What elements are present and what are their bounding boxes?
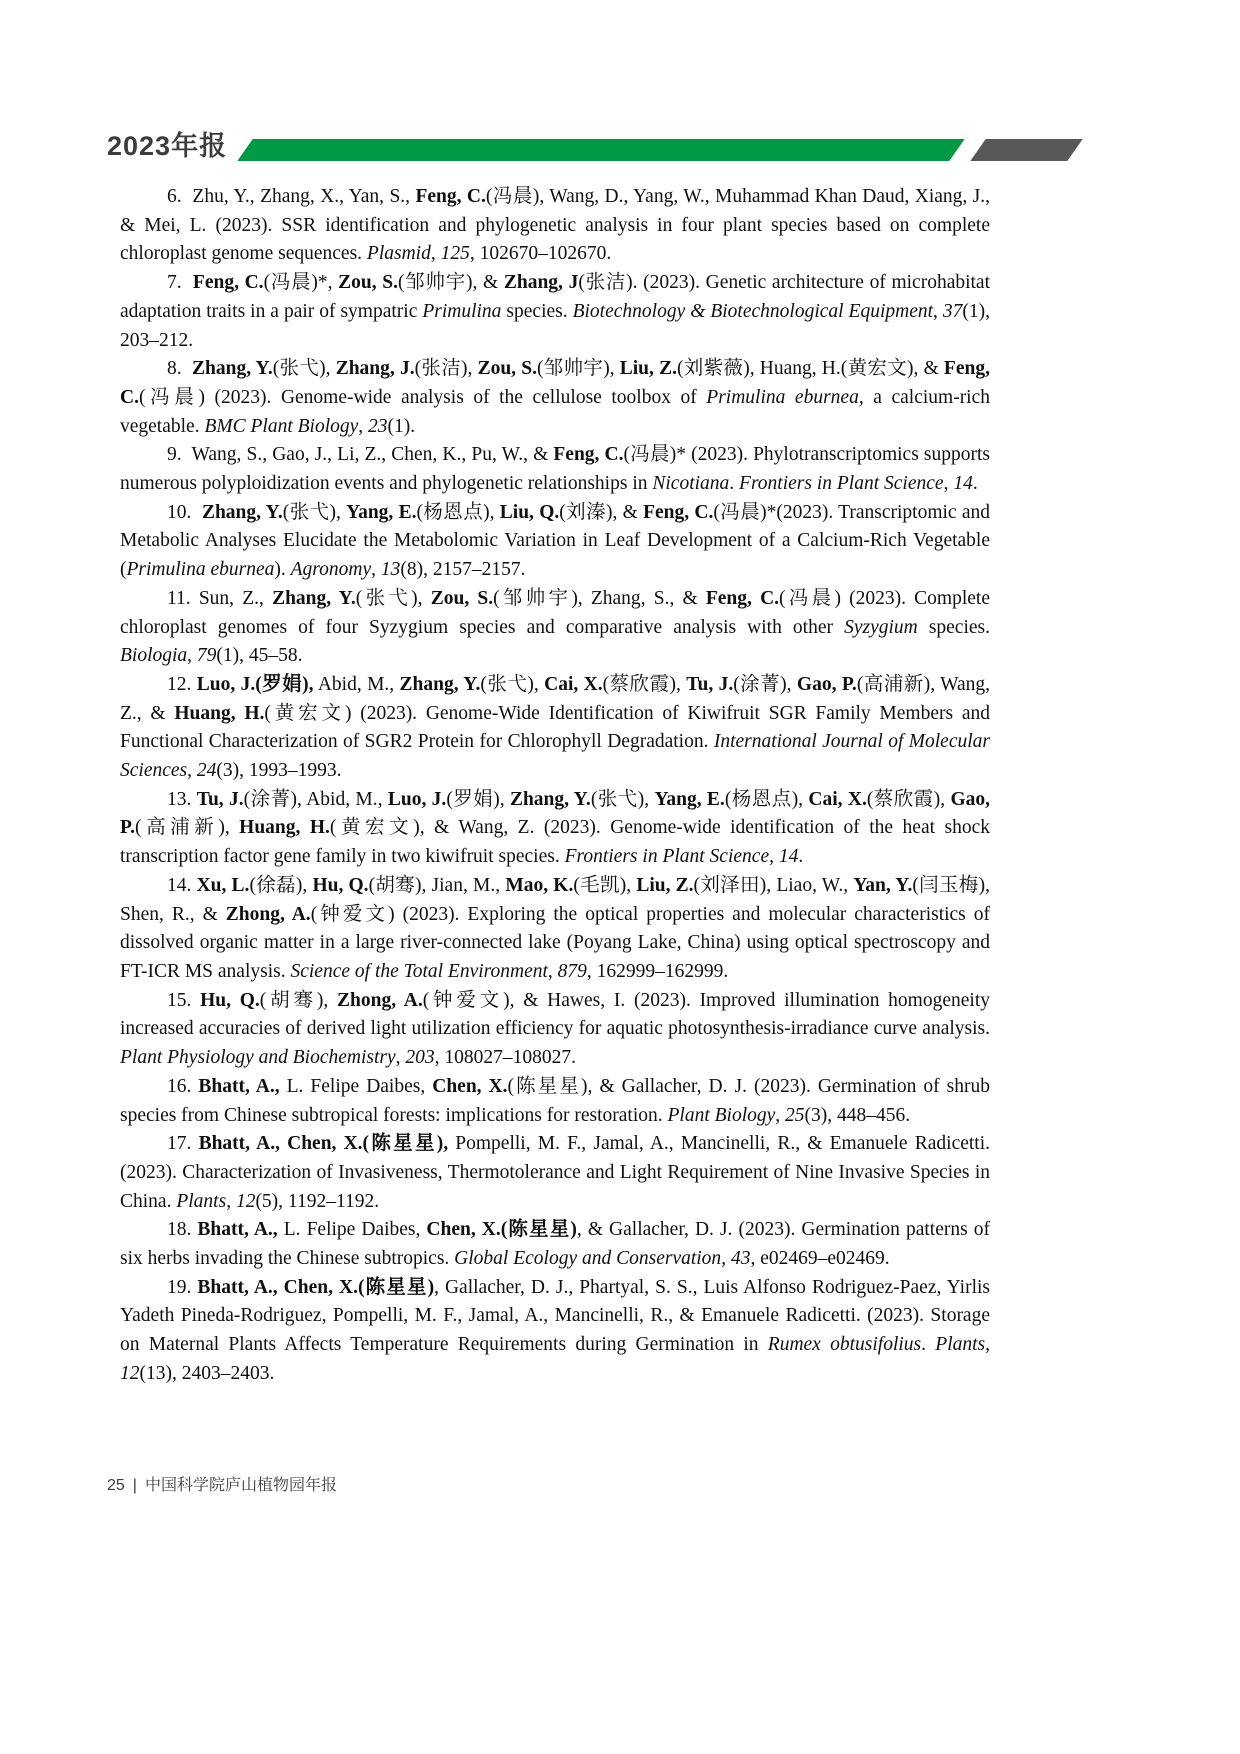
reference-item bbox=[120, 355, 990, 441]
reference-item bbox=[120, 585, 990, 671]
text-run: (冯晨) (2023). Complete chloroplast genomes of four Syzygium species and comparative analysis with other bbox=[120, 587, 990, 638]
text-run: (3), 448–456. bbox=[804, 1104, 911, 1126]
text-run: 14. bbox=[167, 874, 197, 896]
reference-item bbox=[120, 671, 990, 786]
text-run: Global Ecology and Conservation bbox=[454, 1248, 722, 1270]
text-run: (13), 2403–2403. bbox=[139, 1362, 275, 1384]
text-run: , bbox=[721, 1248, 731, 1270]
text-run: Hu, Q. bbox=[312, 874, 369, 896]
text-run: Zhang, Y. bbox=[272, 587, 356, 609]
reference-item bbox=[120, 872, 990, 987]
text-run: Feng, C. bbox=[415, 186, 486, 207]
text-run: Xu, L. bbox=[196, 874, 250, 896]
text-run: , bbox=[547, 960, 558, 982]
text-run: 13. bbox=[167, 788, 197, 810]
header-green-band bbox=[237, 139, 964, 161]
text-run: (蔡欣霞), bbox=[602, 673, 687, 695]
text-run: Syzygium bbox=[844, 616, 918, 638]
text-run: Gao, P. bbox=[120, 788, 990, 839]
text-run: Luo, J.(罗娟), bbox=[196, 673, 314, 695]
text-run: Yang, E. bbox=[654, 788, 725, 810]
text-run: (张洁), bbox=[414, 358, 478, 380]
text-run: (高浦新), bbox=[135, 817, 240, 839]
text-run: 12 bbox=[235, 1190, 256, 1212]
text-run: Zou, S. bbox=[338, 272, 398, 294]
text-run: Plants bbox=[935, 1334, 986, 1356]
reference-item bbox=[120, 1274, 990, 1389]
text-run: 17. bbox=[167, 1133, 199, 1155]
text-run: Rumex obtusifolius bbox=[767, 1334, 922, 1356]
text-run: (5), 1192–1192. bbox=[255, 1190, 380, 1212]
text-run: . bbox=[921, 1334, 936, 1356]
footer-separator: | bbox=[132, 1477, 137, 1494]
text-run: ). bbox=[274, 559, 291, 581]
reference-item bbox=[120, 441, 990, 498]
text-run: (杨恩点), bbox=[724, 788, 809, 810]
text-run: 879 bbox=[557, 960, 587, 982]
text-run: (胡骞), bbox=[259, 989, 337, 1011]
text-run: (钟爱文) (2023). Exploring the optical properties and molecular characteristics of dissolved organic matter in a large river-connected lake (Poyang Lake, China) using optical spectroscopy and FT-ICR MS analysis. bbox=[120, 903, 990, 982]
text-run: (刘紫薇), Huang, H.(黄宏文), & bbox=[676, 358, 944, 380]
reference-item bbox=[120, 1073, 990, 1130]
text-run: (冯晨)* (2023). Phylotranscriptomics supports numerous polyploidization events and phylogenetic relationships in bbox=[120, 444, 991, 495]
text-run: , bbox=[943, 473, 954, 495]
text-run: Zhang, Y. bbox=[201, 501, 283, 523]
text-run: 19. bbox=[167, 1276, 198, 1298]
text-run: (冯晨), Wang, D., Yang, W., Muhammad Khan Daud, Xiang, J., & Mei, L. (2023). SSR identification and phylogenetic analysis in four plant species based on complete chloroplast genome sequences. bbox=[120, 186, 990, 265]
page-number: 25 bbox=[107, 1477, 125, 1494]
reference-item bbox=[120, 499, 990, 585]
text-run: , bbox=[371, 559, 381, 581]
text-run: (蔡欣霞), bbox=[866, 788, 951, 810]
text-run: Zhong, A. bbox=[225, 903, 311, 925]
text-run: (邹帅宇), & bbox=[397, 272, 504, 294]
text-run: Primulina eburnea bbox=[126, 559, 275, 581]
text-run: (毛凯), bbox=[573, 874, 637, 896]
text-run: (刘泽田), Liao, W., bbox=[693, 874, 854, 896]
text-run: , 162999–162999. bbox=[586, 960, 729, 982]
text-run: (张弋), bbox=[590, 788, 655, 810]
text-run: Chen, X.(陈星星) bbox=[426, 1219, 577, 1241]
text-run: Agronomy bbox=[290, 559, 372, 581]
text-run: Abid, M., bbox=[313, 673, 400, 695]
text-run: (邹帅宇), Zhang, S., & bbox=[493, 587, 706, 609]
text-run: Science of the Total Environment bbox=[290, 960, 548, 982]
text-run: , e02469–e02469. bbox=[750, 1248, 890, 1270]
text-run: (1), 203–212. bbox=[120, 300, 991, 351]
text-run: Huang, H. bbox=[239, 817, 330, 839]
text-run: Liu, Z. bbox=[619, 358, 677, 380]
text-run: Chen, X. bbox=[432, 1075, 508, 1097]
text-run: (闫玉梅), Shen, R., & bbox=[120, 874, 990, 925]
text-run: , bbox=[933, 300, 943, 322]
text-run: Tu, J. bbox=[196, 788, 244, 810]
text-run: species. bbox=[917, 616, 991, 638]
text-run: 9. Wang, S., Gao, J., Li, Z., Chen, K., Pu, W., & bbox=[167, 444, 554, 466]
text-run: 12 bbox=[120, 1362, 140, 1384]
text-run: 13 bbox=[380, 559, 401, 581]
text-run: , bbox=[769, 846, 779, 868]
text-run: 14 bbox=[953, 473, 973, 495]
text-run: , bbox=[187, 645, 197, 667]
text-run: Zhang, J bbox=[503, 272, 579, 294]
reference-item bbox=[120, 1216, 990, 1273]
text-run: , 108027–108027. bbox=[434, 1047, 577, 1069]
text-run: Bhatt, A., Chen, X.(陈星星) bbox=[197, 1276, 435, 1298]
footer-title: 中国科学院庐山植物园年报 bbox=[144, 1477, 337, 1494]
text-run: 79 bbox=[196, 645, 217, 667]
text-run: (8), 2157–2157. bbox=[400, 559, 526, 581]
text-run: Bhatt, A., Chen, X.(陈星星), bbox=[198, 1133, 449, 1155]
text-run: , 102670–102670. bbox=[469, 243, 612, 265]
text-run: (张弋), bbox=[480, 673, 545, 695]
text-run: Bhatt, A., bbox=[197, 1219, 278, 1241]
text-run: (冯晨)*, bbox=[263, 272, 339, 294]
text-run: (1). bbox=[387, 415, 416, 437]
text-run: (张弋), bbox=[355, 587, 431, 609]
text-run: Feng, C. bbox=[643, 501, 714, 523]
text-run: , bbox=[358, 415, 369, 437]
text-run: 18. bbox=[167, 1219, 198, 1241]
text-run: Luo, J. bbox=[387, 788, 447, 810]
text-run: BMC Plant Biology bbox=[204, 415, 359, 437]
text-run: Feng, C. bbox=[120, 358, 990, 408]
text-run: (高浦新), Wang, Z., & bbox=[120, 673, 991, 724]
text-run: (钟爱文), & Hawes, I. (2023). Improved illumination homogeneity increased accuracies of derived light utilization efficiency for aquatic photosynthesis-irradiance curve analysis. bbox=[120, 989, 990, 1040]
text-run: Pompelli, M. F., Jamal, A., Mancinelli, R., & Emanuele Radicetti. (2023). Characterization of Invasiveness, Thermotolerance and Light Requirement of Nine Invasive Species in China. bbox=[120, 1133, 991, 1212]
text-run: 11. Sun, Z., bbox=[167, 587, 273, 609]
text-run: 14 bbox=[778, 846, 799, 868]
text-run: a calcium-rich vegetable. bbox=[120, 386, 991, 437]
text-run: . bbox=[972, 473, 978, 495]
text-run: Zhang, Y. bbox=[399, 673, 481, 695]
text-run: , bbox=[985, 1334, 990, 1356]
text-run: , & Gallacher, D. J. (2023). Germination patterns of six herbs invading the Chinese subtropics. bbox=[120, 1219, 990, 1270]
text-run: 16. bbox=[167, 1075, 199, 1097]
reference-item bbox=[120, 269, 990, 355]
text-run: (黄宏文), & Wang, Z. (2023). Genome-wide identification of the heat shock transcription factor gene family in two kiwifruit species. bbox=[120, 817, 990, 868]
reference-list bbox=[120, 183, 990, 1389]
text-run: Nicotiana bbox=[652, 473, 730, 495]
text-run: 7. bbox=[167, 272, 193, 294]
text-run: 15. bbox=[167, 989, 201, 1011]
text-run: (张洁). (2023). Genetic architecture of microhabitat adaptation traits in a pair of sympatric bbox=[120, 272, 991, 322]
text-run: Liu, Q. bbox=[499, 501, 560, 523]
text-run: , bbox=[430, 243, 441, 265]
text-run: (杨恩点), bbox=[416, 501, 500, 523]
text-run: Biologia bbox=[120, 645, 188, 667]
text-run: Primulina eburnea, bbox=[706, 386, 864, 408]
text-run: International Journal of Molecular Sciences bbox=[120, 731, 990, 782]
text-run: Zhang, Y. bbox=[192, 358, 273, 380]
text-run: (张弋), bbox=[282, 501, 347, 523]
text-run: , bbox=[187, 760, 197, 782]
text-run: Yang, E. bbox=[346, 501, 417, 523]
text-run: (涂菁), Abid, M., bbox=[243, 788, 388, 810]
text-run: , bbox=[775, 1104, 786, 1126]
text-run: Biotechnology & Biotechnological Equipment bbox=[572, 300, 934, 322]
text-run: (邹帅宇), bbox=[536, 358, 620, 380]
text-run: (徐磊), bbox=[249, 874, 313, 896]
text-run: (涂菁), bbox=[733, 673, 797, 695]
text-run: 12. bbox=[167, 673, 197, 695]
text-run: Zhang, J. bbox=[335, 358, 415, 380]
text-run: 6. Zhu, Y., Zhang, X., Yan, S., bbox=[167, 186, 416, 207]
text-run: , Gallacher, D. J., Phartyal, S. S., Luis Alfonso Rodriguez-Paez, Yirlis Yadeth Pineda-Rodriguez, Pompelli, M. F., Jamal, A., Mancinelli, R., & Emanuele Radicetti. (2023). Storage on Maternal Plants Affects Temperature Requirements during Germination in bbox=[120, 1276, 991, 1356]
text-run: Frontiers in Plant Science bbox=[739, 473, 944, 495]
header-gray-band bbox=[970, 139, 1082, 161]
text-run: 10. bbox=[167, 501, 202, 523]
text-run: 23 bbox=[368, 415, 388, 437]
text-run: species. bbox=[501, 300, 573, 322]
text-run: . bbox=[798, 846, 804, 868]
text-run: (张弋), bbox=[272, 358, 336, 380]
text-run: 25 bbox=[785, 1104, 805, 1126]
reference-item bbox=[120, 987, 990, 1073]
text-run: Primulina bbox=[422, 300, 502, 322]
text-run: (刘溱), & bbox=[559, 501, 644, 523]
reference-item bbox=[120, 1130, 990, 1216]
text-run: Bhatt, A., bbox=[198, 1075, 280, 1097]
text-run: Feng, C. bbox=[192, 272, 264, 294]
text-run: Gao, P. bbox=[796, 673, 857, 695]
text-run: , bbox=[395, 1047, 406, 1069]
text-run: 203 bbox=[405, 1047, 435, 1069]
text-run: Cai, X. bbox=[544, 673, 603, 695]
text-run: Zhang, Y. bbox=[509, 788, 591, 810]
text-run: Feng, C. bbox=[553, 444, 624, 466]
text-run: 37 bbox=[942, 300, 963, 322]
report-year-label: 2023年报 bbox=[107, 131, 228, 161]
text-run: 125 bbox=[440, 243, 470, 265]
text-run: Plasmid bbox=[366, 243, 431, 265]
text-run: 43 bbox=[730, 1248, 751, 1270]
text-run: Zou, S. bbox=[430, 587, 494, 609]
text-run: 8. bbox=[167, 358, 192, 380]
text-run: (胡骞), Jian, M., bbox=[368, 874, 506, 896]
text-run: Frontiers in Plant Science bbox=[564, 846, 770, 868]
text-run: Tu, J. bbox=[686, 673, 734, 695]
text-run: Feng, C. bbox=[705, 587, 780, 609]
text-run: (冯晨) (2023). Genome-wide analysis of the cellulose toolbox of bbox=[138, 386, 707, 408]
text-run: Plant Biology bbox=[667, 1104, 776, 1126]
reference-item bbox=[120, 183, 990, 269]
text-run: Plant Physiology and Biochemistry bbox=[120, 1047, 396, 1069]
text-run: L. Felipe Daibes, bbox=[279, 1075, 433, 1097]
text-run: Zou, S. bbox=[477, 358, 537, 380]
text-run: (1), 45–58. bbox=[216, 645, 303, 667]
text-run: (罗娟), bbox=[446, 788, 510, 810]
text-run: (冯晨)*(2023). Transcriptomic and Metabolic Analyses Elucidate the Metabolomic Variation in Leaf Development of a Calcium-Rich Vegetable ( bbox=[120, 501, 991, 581]
page-footer bbox=[107, 1472, 337, 1495]
text-run: Hu, Q. bbox=[200, 989, 260, 1011]
text-run: Plants bbox=[176, 1190, 227, 1212]
text-run: Mao, K. bbox=[505, 874, 574, 896]
text-run: (3), 1993–1993. bbox=[216, 760, 342, 782]
text-run: Yan, Y. bbox=[853, 874, 913, 896]
text-run: Liu, Z. bbox=[636, 874, 694, 896]
text-run: (陈星星), & Gallacher, D. J. (2023). Germination of shrub species from Chinese subtropical forests: implications for restoration. bbox=[120, 1075, 990, 1126]
text-run: (黄宏文) (2023). Genome-Wide Identification of Kiwifruit SGR Family Members and Functional Characterization of SGR2 Protein for Chlorophyll Degradation. bbox=[120, 702, 990, 753]
reference-item bbox=[120, 786, 990, 872]
text-run: Cai, X. bbox=[808, 788, 867, 810]
text-run: . bbox=[729, 473, 740, 495]
text-run: Zhong, A. bbox=[337, 989, 423, 1011]
text-run: L. Felipe Daibes, bbox=[277, 1219, 427, 1241]
text-run: 24 bbox=[196, 760, 217, 782]
text-run: , bbox=[226, 1190, 236, 1212]
text-run: Huang, H. bbox=[174, 702, 265, 724]
